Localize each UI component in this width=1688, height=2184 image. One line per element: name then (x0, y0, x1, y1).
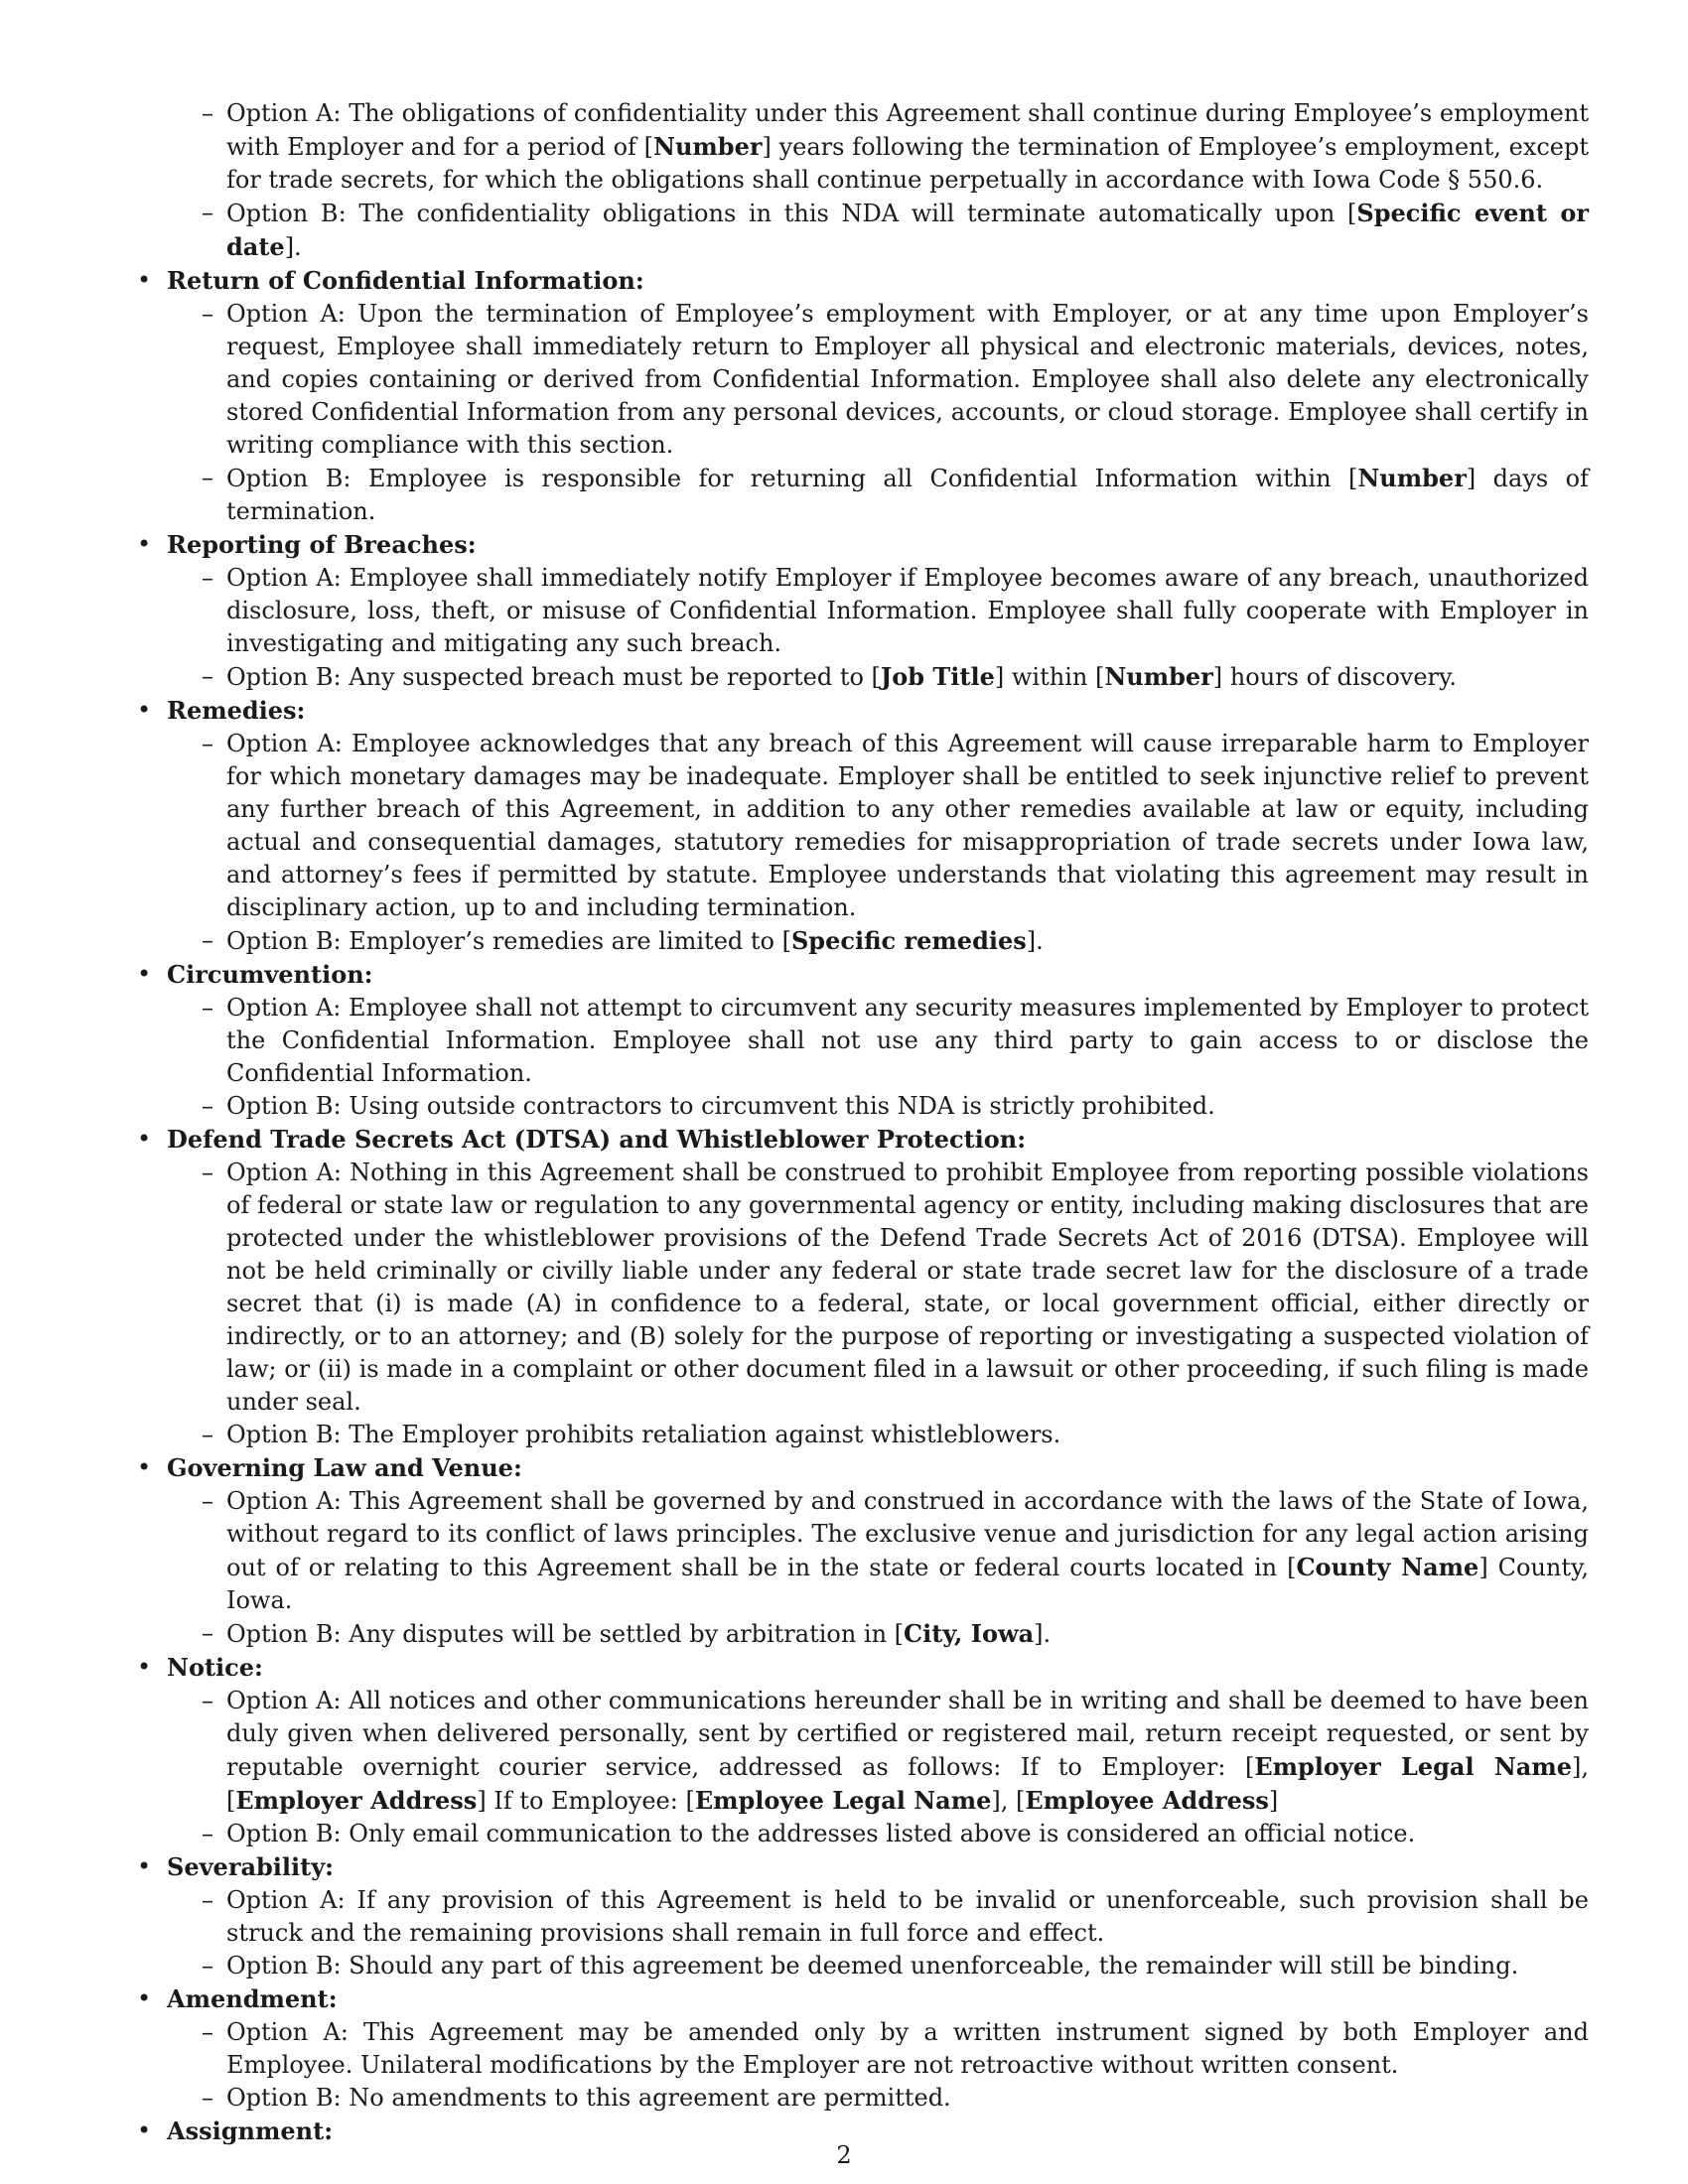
options-list (137, 728, 1589, 958)
options-list (137, 298, 1589, 528)
option-text (226, 1487, 1589, 1614)
text-segment: Option A: If any provision of this Agreement is held to be invalid or unenforceable, such provision shall be struck and the remaining provisions shall remain in full force and effect. (226, 1886, 1589, 1947)
dash-marker: – (202, 1886, 213, 1914)
bullet-marker: • (137, 1653, 152, 1681)
text-segment: Option B: The Employer prohibits retaliation against whistleblowers. (226, 1421, 1061, 1448)
option-text (226, 564, 1589, 657)
text-segment: Option A: Upon the termination of Employee’s employment with Employer, or at any time upon Employer’s request, Employee shall immediately return to Employer all physical and electronic materials, devices, notes, and copies containing or derived from Confidential Information. Employee shall also delete any electronically stored Confidential Information from any personal devices, accounts, or cloud storage. Employee shall certify in writing compliance with this section. (226, 300, 1589, 459)
option-text (226, 99, 1589, 194)
text-segment: ] County, Iowa. (226, 1554, 1590, 1614)
text-segment: ] days of termination. (226, 465, 1589, 525)
text-segment: ] If to Employee: [ (477, 1787, 695, 1815)
section-item (137, 1123, 1589, 1451)
option-item (137, 1419, 1589, 1451)
option-text (226, 1820, 1415, 1847)
options-list (137, 1685, 1589, 1850)
dash-marker: – (202, 564, 213, 592)
text-segment: ] years following the termination of Employee’s employment, except for trade secrets, for which the obligations shall continue perpetually in accordance with Iowa Code § 550.6. (226, 133, 1590, 194)
option-text (226, 927, 1044, 955)
placeholder-field: Job Title (880, 662, 995, 691)
section-heading: Defend Trade Secrets Act (DTSA) and Whistleblower Protection: (167, 1125, 1027, 1154)
page-number: 2 (836, 2141, 852, 2169)
section-item (137, 528, 1589, 694)
dash-marker: – (202, 926, 213, 954)
option-item (137, 660, 1589, 694)
option-text (226, 1952, 1518, 1979)
option-text (226, 1159, 1589, 1416)
dash-marker: – (202, 1159, 213, 1186)
text-segment: ]. (1034, 1620, 1052, 1648)
section-heading: Amendment: (167, 1984, 338, 2013)
option-text (226, 994, 1589, 1087)
bullet-marker: • (137, 696, 152, 724)
placeholder-field: Specific event or date (226, 199, 1589, 261)
document-body (137, 97, 1589, 2148)
text-segment: ] (1268, 1787, 1279, 1815)
placeholder-field: Employer Legal Name (1254, 1752, 1572, 1781)
option-item (137, 1950, 1589, 1982)
dash-marker: – (202, 1820, 213, 1847)
text-segment: Option B: Only email communication to the addresses listed above is considered an official notice. (226, 1820, 1416, 1847)
dash-marker: – (202, 1619, 213, 1647)
option-item (137, 924, 1589, 958)
section-item (137, 694, 1589, 958)
dash-marker: – (202, 2018, 213, 2046)
option-item (137, 1090, 1589, 1123)
options-list (137, 1485, 1589, 1651)
option-item (137, 1884, 1589, 1950)
placeholder-field: Employee Legal Name (694, 1786, 992, 1815)
dash-marker: – (202, 300, 213, 328)
option-item (137, 97, 1589, 197)
placeholder-field: County Name (1296, 1553, 1479, 1581)
options-list (137, 992, 1589, 1123)
dash-marker: – (202, 1687, 213, 1714)
option-text (226, 465, 1589, 525)
option-text (226, 1687, 1589, 1815)
text-segment: Option A: Employee shall immediately notify Employer if Employee becomes aware of any breach, unauthorized disclosure, loss, theft, or misuse of Confidential Information. Employee shall fully cooperate with Employer in investigating and mitigating any such breach. (226, 564, 1589, 657)
bullet-marker: • (137, 530, 152, 558)
placeholder-field: City, Iowa (904, 1619, 1035, 1648)
dash-marker: – (202, 1092, 213, 1120)
option-item (137, 562, 1589, 660)
dash-marker: – (202, 1487, 213, 1515)
section-heading: Circumvention: (167, 960, 373, 989)
bullet-marker: • (137, 1453, 152, 1481)
dash-marker: – (202, 2084, 213, 2112)
section-heading: Governing Law and Venue: (167, 1453, 522, 1482)
text-segment: Option B: Using outside contractors to circumvent this NDA is strictly prohibited. (226, 1092, 1215, 1120)
option-item (137, 197, 1589, 264)
placeholder-field: Specific remedies (790, 926, 1027, 955)
section-item (137, 1451, 1589, 1651)
continued-options-list (137, 97, 1589, 264)
placeholder-field: Employee Address (1025, 1786, 1269, 1815)
bullet-marker: • (137, 1984, 152, 2012)
section-item (137, 958, 1589, 1123)
dash-marker: – (202, 994, 213, 1022)
section-item (137, 1651, 1589, 1850)
text-segment: ] within [ (994, 663, 1105, 691)
section-heading: Assignment: (167, 2116, 334, 2145)
option-item (137, 2082, 1589, 2115)
section-heading: Return of Confidential Information: (167, 266, 644, 295)
text-segment: ] hours of discovery. (1212, 663, 1458, 691)
placeholder-field: Number (1104, 662, 1213, 691)
options-list (137, 562, 1589, 694)
option-item (137, 462, 1589, 528)
text-segment: Option A: Employee shall not attempt to circumvent any security measures implemented by Employer to protect the Confidential Information. Employee shall not use any third party to gain access to or disclose the Confidential Information. (226, 994, 1589, 1087)
dash-marker: – (202, 199, 213, 226)
option-text (226, 200, 1589, 261)
text-segment: ]. (284, 233, 302, 261)
dash-marker: – (202, 730, 213, 757)
text-segment: Option B: The confidentiality obligations in this NDA will terminate automatically upon [ (226, 200, 1357, 227)
placeholder-field: Number (1357, 464, 1467, 492)
dash-marker: – (202, 662, 213, 690)
option-text (226, 2018, 1589, 2079)
option-item (137, 1617, 1589, 1651)
option-item (137, 1685, 1589, 1818)
option-text (226, 1886, 1589, 1947)
bullet-marker: • (137, 960, 152, 988)
text-segment: Option B: Employer’s remedies are limited to [ (226, 927, 791, 955)
dash-marker: – (202, 1421, 213, 1448)
text-segment: Option B: Any disputes will be settled by arbitration in [ (226, 1620, 905, 1648)
sections-list (137, 264, 1589, 2148)
options-list (137, 1884, 1589, 1982)
text-segment: Option A: Employee acknowledges that any breach of this Agreement will cause irreparable harm to Employer for which monetary damages may be inadequate. Employer shall be entitled to seek injunctive relief to prevent any further breach of this Agreement, in addition to any other remedies available at law or equity, including actual and consequential damages, statutory remedies for misappropriation of trade secrets under Iowa law, and attorney’s fees if permitted by statute. Employee understands that violating this agreement may result in disciplinary action, up to and including termination. (226, 730, 1589, 921)
text-segment: Option B: Should any part of this agreement be deemed unenforceable, the remainder will still be binding. (226, 1952, 1519, 1979)
option-item (137, 728, 1589, 924)
option-text (226, 730, 1589, 921)
option-text (226, 663, 1457, 691)
bullet-marker: • (137, 2116, 152, 2144)
section-heading: Remedies: (167, 696, 306, 725)
option-text (226, 1421, 1060, 1448)
placeholder-field: Employer Address (235, 1786, 478, 1815)
bullet-marker: • (137, 266, 152, 294)
bullet-marker: • (137, 1852, 152, 1880)
placeholder-field: Number (653, 132, 763, 161)
option-item (137, 2016, 1589, 2082)
text-segment: Option A: Nothing in this Agreement shall be construed to prohibit Employee from reporting possible violations of federal or state law or regulation to any governmental agency or entity, including making disclosures that are protected under the whistleblower provisions of the Defend Trade Secrets Act of 2016 (DTSA). Employee will not be held criminally or civilly liable under any federal or state trade secret law for the disclosure of a trade secret that (i) is made (A) in confidence to a federal, state, or local government official, either directly or indirectly, or to an attorney; and (B) solely for the purpose of reporting or investigating a suspected violation of law; or (ii) is made in a complaint or other document filed in a lawsuit or other proceeding, if such filing is made under seal. (226, 1159, 1589, 1416)
option-item (137, 1485, 1589, 1617)
text-segment: Option B: Any suspected breach must be reported to [ (226, 663, 881, 691)
text-segment: ], [ (226, 1753, 1589, 1815)
text-segment: Option A: The obligations of confidentiality under this Agreement shall continue during Employee’s employment with Employer and for a period of [ (226, 99, 1589, 161)
dash-marker: – (202, 464, 213, 491)
section-heading: Reporting of Breaches: (167, 530, 477, 559)
options-list (137, 2016, 1589, 2115)
option-text (226, 2084, 951, 2112)
option-text (226, 1620, 1051, 1648)
option-item (137, 298, 1589, 462)
text-segment: Option A: This Agreement may be amended only by a written instrument signed by both Employer and Employee. Unilateral modifications by the Employer are not retroactive without written consent. (226, 2018, 1589, 2079)
section-item (137, 264, 1589, 528)
text-segment: ], [ (991, 1787, 1026, 1815)
option-text (226, 300, 1589, 459)
text-segment: Option A: All notices and other communications hereunder shall be in writing and shall be deemed to have been duly given when delivered personally, sent by certified or registered mail, return receipt requested, or sent by reputable overnight courier service, addressed as follows: If to Employer: [ (226, 1687, 1589, 1781)
option-item (137, 1157, 1589, 1419)
bullet-marker: • (137, 1125, 152, 1153)
text-segment: Option A: This Agreement shall be governed by and construed in accordance with the laws of the State of Iowa, without regard to its conflict of laws principles. The exclusive venue and jurisdiction for any legal action arising out of or relating to this Agreement shall be in the state or federal courts located in [ (226, 1487, 1589, 1581)
options-list (137, 1157, 1589, 1451)
text-segment: ]. (1026, 927, 1044, 955)
section-item (137, 1982, 1589, 2115)
dash-marker: – (202, 99, 213, 127)
dash-marker: – (202, 1952, 213, 1979)
option-item (137, 992, 1589, 1090)
section-item (137, 1850, 1589, 1982)
section-heading: Notice: (167, 1653, 263, 1682)
text-segment: Option B: No amendments to this agreement are permitted. (226, 2084, 951, 2112)
option-text (226, 1092, 1215, 1120)
text-segment: Option B: Employee is responsible for returning all Confidential Information within [ (226, 465, 1358, 492)
section-heading: Severability: (167, 1852, 335, 1881)
option-item (137, 1818, 1589, 1850)
